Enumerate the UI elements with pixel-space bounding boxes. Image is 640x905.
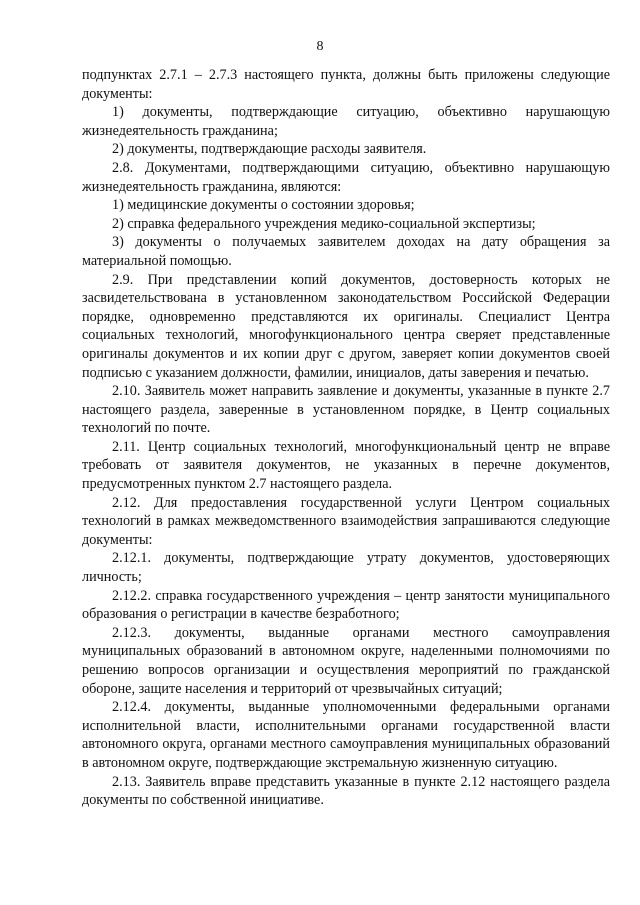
paragraph: 2) документы, подтверждающие расходы заявителя.: [112, 141, 427, 158]
paragraph: подпунктах 2.7.1 – 2.7.3 настоящего пункта, должны быть приложены следующие документы:: [82, 67, 610, 102]
paragraph: 1) документы, подтверждающие ситуацию, объективно нарушающую жизнедеятельность гражданина;: [82, 104, 610, 139]
paragraph: 2.12.1. документы, подтверждающие утрату документов, удостоверяющих личность;: [82, 550, 610, 586]
paragraph: 3) документы о получаемых заявителем доходах на дату обращения за материальной помощью.: [82, 234, 610, 269]
paragraph: 2.12. Для предоставления государственной услуги Центром социальных технологий в рамках межведомственного взаимодействия запрашиваются следующие документы:: [82, 494, 610, 548]
paragraph: 2.9. При представлении копий документов, достоверность которых не засвидетельствована в установленном законодательством Российской Федерации порядке, одновременно представляются их оригиналы. Специалист Центра социальных технологий, многофункционального центра сверяет представленные оригиналы документов и их копии друг с другом, заверяет копии документов своей подписью с указанием должности, фамилии, инициалов, даты заверения и печатью.: [82, 271, 610, 381]
paragraph: 2.10. Заявитель может направить заявление и документы, указанные в пункте 2.7 настоящего раздела, заверенные в установленном порядке, в Центр социальных технологий по почте.: [82, 383, 610, 437]
paragraph: 1) медицинские документы о состоянии здоровья;: [112, 197, 415, 214]
paragraph: 2.12.3. документы, выданные органами местного самоуправления муниципальных образований в автономном округе, наделенными полномочиями по решению вопросов организации и осуществления мероприятий по гражданской обороне, защите населения и территорий от чрезвычайных ситуаций;: [82, 624, 610, 697]
paragraph: 2.12.4. документы, выданные уполномоченными федеральными органами исполнительной власти, исполнительными органами государственной власти автономного округа, органами местного самоуправления муниципальных образований в автономном округе, подтверждающие экстремальную жизненную ситуацию.: [82, 699, 610, 771]
paragraph: 2.11. Центр социальных технологий, многофункциональный центр не вправе требовать от заявителя документов, не указанных в перечне документов, предусмотренных пунктом 2.7 настоящего раздела.: [82, 438, 610, 493]
paragraph: 2.8. Документами, подтверждающими ситуацию, объективно нарушающую жизнедеятельность гражданина, являются:: [82, 159, 610, 195]
paragraph: 2) справка федерального учреждения медико-социальной экспертизы;: [112, 215, 536, 232]
paragraph: 2.13. Заявитель вправе представить указанные в пункте 2.12 настоящего раздела документы по собственной инициативе.: [82, 773, 610, 809]
body-text: [82, 66, 610, 810]
paragraph: 2.12.2. справка государственного учреждения – центр занятости муниципального образования о регистрации в качестве безработного;: [82, 587, 610, 623]
page-number: 8: [316, 39, 324, 54]
